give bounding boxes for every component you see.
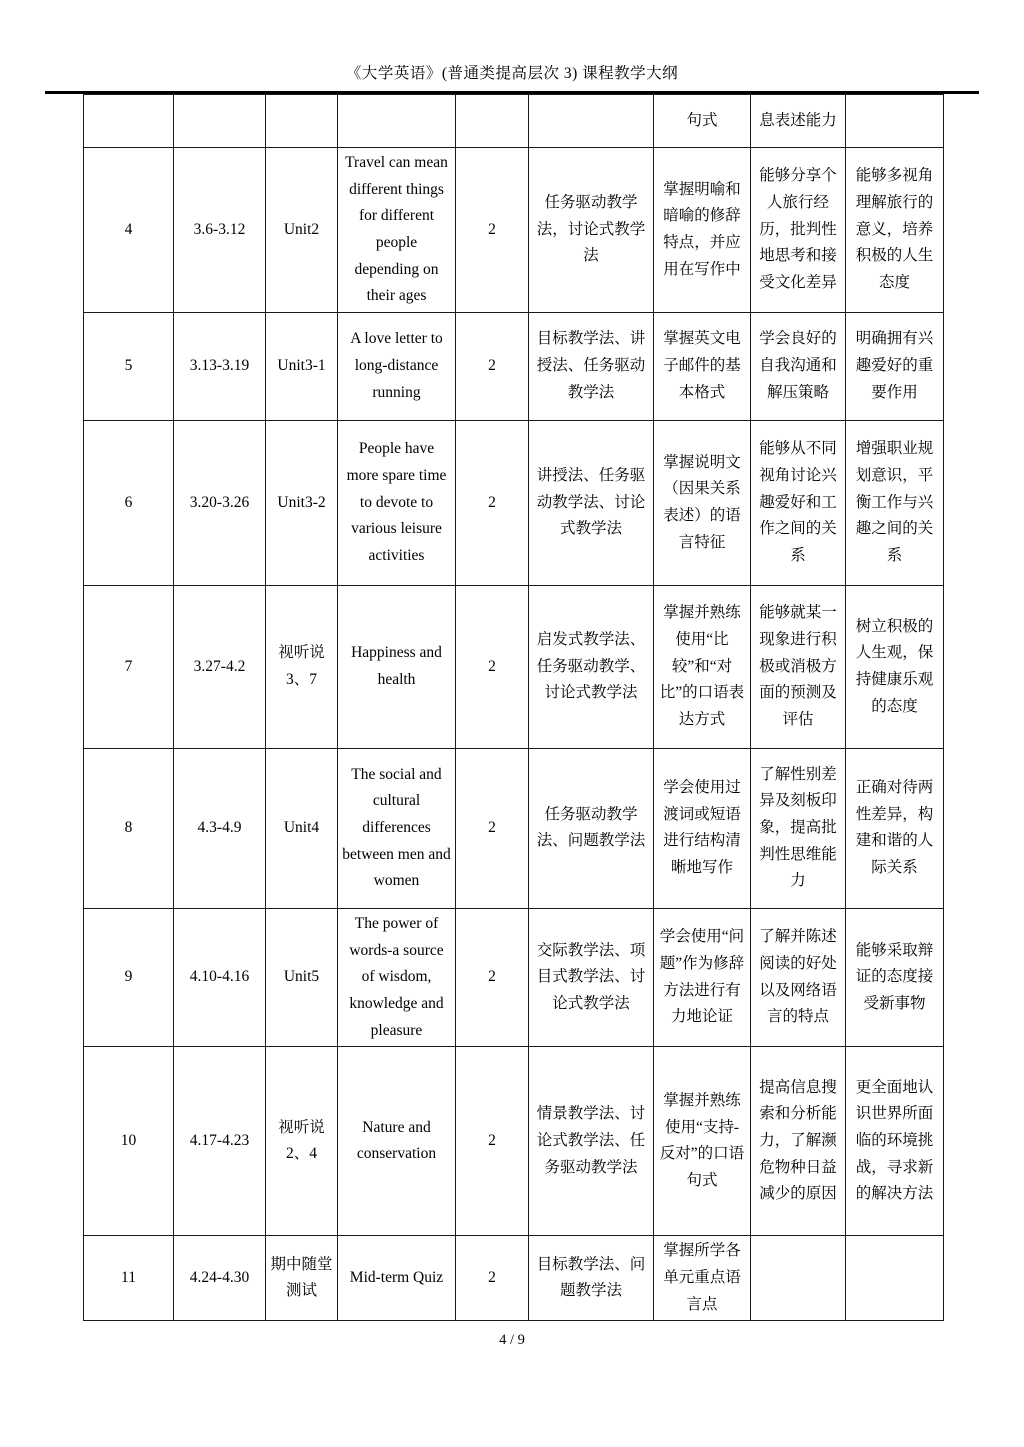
cell-unit <box>266 95 338 148</box>
cell-topic: Nature and conservation <box>338 1047 456 1236</box>
cell-dates: 4.10-4.16 <box>174 908 266 1046</box>
cell-ability-goal: 了解并陈述阅读的好处以及网络语言的特点 <box>751 908 846 1046</box>
cell-hours: 2 <box>456 1047 529 1236</box>
cell-unit: Unit3-1 <box>266 312 338 420</box>
cell-week: 10 <box>84 1047 174 1236</box>
cell-hours: 2 <box>456 420 529 585</box>
page-title: 《大学英语》(普通类提高层次 3) 课程教学大纲 <box>345 65 679 82</box>
cell-teaching-method: 讲授法、任务驱动教学法、讨论式教学法 <box>529 420 654 585</box>
cell-hours: 2 <box>456 585 529 748</box>
cell-unit: 视听说 3、7 <box>266 585 338 748</box>
cell-knowledge-goal: 掌握并熟练使用“比较”和“对比”的口语表达方式 <box>654 585 751 748</box>
table-row-continued <box>84 95 944 148</box>
cell-ability-goal: 息表述能力 <box>751 95 846 148</box>
page-number: 4 / 9 <box>499 1332 525 1349</box>
cell-ability-goal <box>751 1236 846 1321</box>
cell-quality-goal: 增强职业规划意识，平衡工作与兴趣之间的关系 <box>846 420 944 585</box>
cell-dates: 4.17-4.23 <box>174 1047 266 1236</box>
cell-knowledge-goal: 掌握所学各单元重点语言点 <box>654 1236 751 1321</box>
cell-hours: 2 <box>456 1236 529 1321</box>
cell-teaching-method: 任务驱动教学法、问题教学法 <box>529 748 654 908</box>
cell-quality-goal <box>846 95 944 148</box>
cell-knowledge-goal: 掌握并熟练使用“支持-反对”的口语句式 <box>654 1047 751 1236</box>
cell-week: 8 <box>84 748 174 908</box>
cell-ability-goal: 学会良好的自我沟通和解压策略 <box>751 312 846 420</box>
cell-topic: The power of words-a source of wisdom, knowledge and pleasure <box>338 908 456 1046</box>
cell-knowledge-goal: 学会使用过渡词或短语进行结构清晰地写作 <box>654 748 751 908</box>
cell-teaching-method: 交际教学法、项目式教学法、讨论式教学法 <box>529 908 654 1046</box>
cell-unit: Unit2 <box>266 148 338 313</box>
cell-knowledge-goal: 掌握明喻和暗喻的修辞特点，并应用在写作中 <box>654 148 751 313</box>
cell-week: 5 <box>84 312 174 420</box>
cell-ability-goal: 能够从不同视角讨论兴趣爱好和工作之间的关系 <box>751 420 846 585</box>
cell-ability-goal: 能够分享个人旅行经历，批判性地思考和接受文化差异 <box>751 148 846 313</box>
cell-teaching-method: 目标教学法、讲授法、任务驱动教学法 <box>529 312 654 420</box>
cell-week <box>84 95 174 148</box>
table-row <box>84 585 944 748</box>
cell-quality-goal: 更全面地认识世界所面临的环境挑战，寻求新的解决方法 <box>846 1047 944 1236</box>
cell-hours <box>456 95 529 148</box>
cell-unit: 期中随堂测试 <box>266 1236 338 1321</box>
cell-week: 7 <box>84 585 174 748</box>
cell-dates: 3.6-3.12 <box>174 148 266 313</box>
cell-dates: 4.3-4.9 <box>174 748 266 908</box>
cell-knowledge-goal: 掌握英文电子邮件的基本格式 <box>654 312 751 420</box>
cell-quality-goal: 能够采取辩证的态度接受新事物 <box>846 908 944 1046</box>
table-row <box>84 420 944 585</box>
cell-week: 9 <box>84 908 174 1046</box>
cell-unit: Unit4 <box>266 748 338 908</box>
cell-hours: 2 <box>456 908 529 1046</box>
cell-dates: 4.24-4.30 <box>174 1236 266 1321</box>
cell-quality-goal: 明确拥有兴趣爱好的重要作用 <box>846 312 944 420</box>
cell-week: 4 <box>84 148 174 313</box>
cell-quality-goal: 正确对待两性差异，构建和谐的人际关系 <box>846 748 944 908</box>
cell-topic: Happiness and health <box>338 585 456 748</box>
cell-dates <box>174 95 266 148</box>
cell-hours: 2 <box>456 312 529 420</box>
cell-unit: Unit5 <box>266 908 338 1046</box>
cell-topic: People have more spare time to devote to various leisure activities <box>338 420 456 585</box>
table-row <box>84 748 944 908</box>
cell-unit: Unit3-2 <box>266 420 338 585</box>
cell-week: 6 <box>84 420 174 585</box>
cell-ability-goal: 能够就某一现象进行积极或消极方面的预测及评估 <box>751 585 846 748</box>
cell-ability-goal: 提高信息搜索和分析能力，了解濒危物种日益减少的原因 <box>751 1047 846 1236</box>
table-row <box>84 1236 944 1321</box>
cell-topic <box>338 95 456 148</box>
cell-ability-goal: 了解性别差异及刻板印象，提高批判性思维能力 <box>751 748 846 908</box>
cell-topic: Mid-term Quiz <box>338 1236 456 1321</box>
cell-teaching-method: 情景教学法、讨论式教学法、任务驱动教学法 <box>529 1047 654 1236</box>
cell-topic: The social and cultural differences between men and women <box>338 748 456 908</box>
cell-hours: 2 <box>456 148 529 313</box>
cell-topic: A love letter to long-distance running <box>338 312 456 420</box>
cell-quality-goal: 能够多视角理解旅行的意义，培养积极的人生态度 <box>846 148 944 313</box>
cell-knowledge-goal: 掌握说明文（因果关系表述）的语言特征 <box>654 420 751 585</box>
cell-unit: 视听说 2、4 <box>266 1047 338 1236</box>
cell-teaching-method: 启发式教学法、任务驱动教学、讨论式教学法 <box>529 585 654 748</box>
table-row <box>84 908 944 1046</box>
cell-topic: Travel can mean different things for different people depending on their ages <box>338 148 456 313</box>
table-row <box>84 148 944 313</box>
cell-teaching-method: 目标教学法、问题教学法 <box>529 1236 654 1321</box>
cell-teaching-method: 任务驱动教学法，讨论式教学法 <box>529 148 654 313</box>
table-row <box>84 1047 944 1236</box>
cell-dates: 3.27-4.2 <box>174 585 266 748</box>
cell-week: 11 <box>84 1236 174 1321</box>
cell-quality-goal: 树立积极的人生观，保持健康乐观的态度 <box>846 585 944 748</box>
cell-hours: 2 <box>456 748 529 908</box>
cell-knowledge-goal: 句式 <box>654 95 751 148</box>
cell-dates: 3.13-3.19 <box>174 312 266 420</box>
cell-knowledge-goal: 学会使用“问题”作为修辞方法进行有力地论证 <box>654 908 751 1046</box>
syllabus-table <box>83 94 944 1321</box>
cell-teaching-method <box>529 95 654 148</box>
table-row <box>84 312 944 420</box>
cell-quality-goal <box>846 1236 944 1321</box>
cell-dates: 3.20-3.26 <box>174 420 266 585</box>
